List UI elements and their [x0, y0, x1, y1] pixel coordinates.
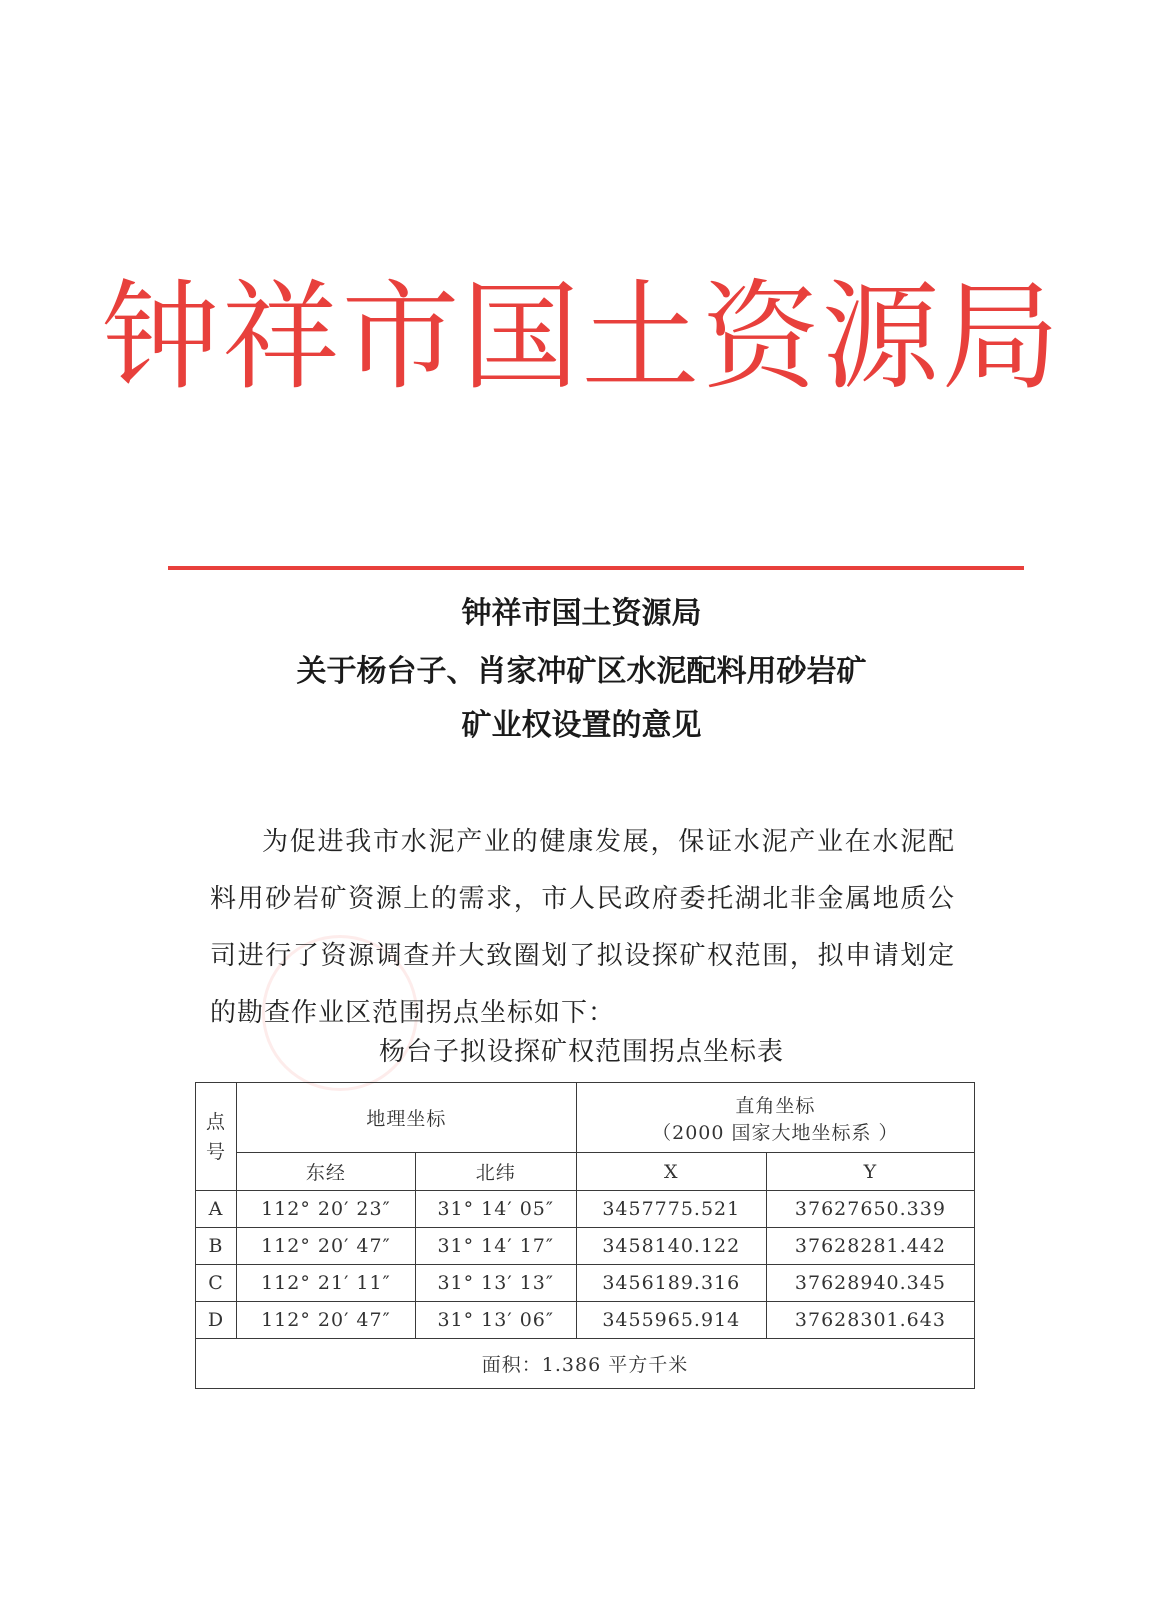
document-title-line-3: 矿业权设置的意见 [461, 708, 702, 743]
rect-coord-title: 直角坐标 [735, 1094, 816, 1117]
red-divider-line [168, 566, 1024, 570]
area-row [196, 1339, 975, 1389]
x-cell: 3456189.316 [576, 1265, 766, 1302]
table-subheader-row [196, 1153, 975, 1191]
latitude-cell: 31° 13′ 13″ [415, 1265, 576, 1302]
coordinate-table [195, 1082, 975, 1389]
y-cell: 37627650.339 [766, 1191, 974, 1228]
latitude-cell: 31° 14′ 05″ [415, 1191, 576, 1228]
table-row [196, 1191, 975, 1228]
longitude-cell: 112° 21′ 11″ [237, 1265, 416, 1302]
longitude-cell: 112° 20′ 23″ [237, 1191, 416, 1228]
table-caption: 杨台子拟设探矿权范围拐点坐标表 [378, 1037, 784, 1067]
point-label: C [196, 1265, 237, 1302]
x-cell: 3457775.521 [576, 1191, 766, 1228]
point-header-char-2: 号 [205, 1140, 226, 1163]
x-cell: 3455965.914 [576, 1302, 766, 1339]
geo-coord-header: 地理坐标 [237, 1083, 577, 1153]
y-cell: 37628281.442 [766, 1228, 974, 1265]
longitude-cell: 112° 20′ 47″ [237, 1228, 416, 1265]
point-label: D [196, 1302, 237, 1339]
table-row [196, 1265, 975, 1302]
body-paragraph: 为促进我市水泥产业的健康发展，保证水泥产业在水泥配料用砂岩矿资源上的需求，市人民政府委托湖北非金属地质公司进行了资源调查并大致圈划了拟设探矿权范围，拟申请划定的勘查作业区范围拐点坐标如下： [210, 827, 955, 1028]
rect-coord-system: （2000 国家大地坐标系 ） [652, 1121, 899, 1144]
x-header: X [576, 1153, 766, 1191]
point-label: B [196, 1228, 237, 1265]
point-number-header [196, 1083, 237, 1191]
y-header: Y [766, 1153, 974, 1191]
x-cell: 3458140.122 [576, 1228, 766, 1265]
table-row [196, 1302, 975, 1339]
y-cell: 37628301.643 [766, 1302, 974, 1339]
y-cell: 37628940.345 [766, 1265, 974, 1302]
table-header-row [196, 1083, 975, 1153]
masthead-title: 钟祥市国土资源局 [101, 268, 1062, 406]
document-title-line-1: 钟祥市国土资源局 [461, 596, 702, 631]
longitude-header: 东经 [237, 1153, 416, 1191]
latitude-header: 北纬 [415, 1153, 576, 1191]
rect-coord-header [576, 1083, 974, 1153]
document-title-line-2: 关于杨台子、肖家冲矿区水泥配料用砂岩矿 [296, 654, 867, 689]
latitude-cell: 31° 13′ 06″ [415, 1302, 576, 1339]
latitude-cell: 31° 14′ 17″ [415, 1228, 576, 1265]
longitude-cell: 112° 20′ 47″ [237, 1302, 416, 1339]
table-row [196, 1228, 975, 1265]
point-label: A [196, 1191, 237, 1228]
point-header-char-1: 点 [205, 1110, 226, 1133]
area-cell: 面积：1.386 平方千米 [196, 1339, 975, 1389]
